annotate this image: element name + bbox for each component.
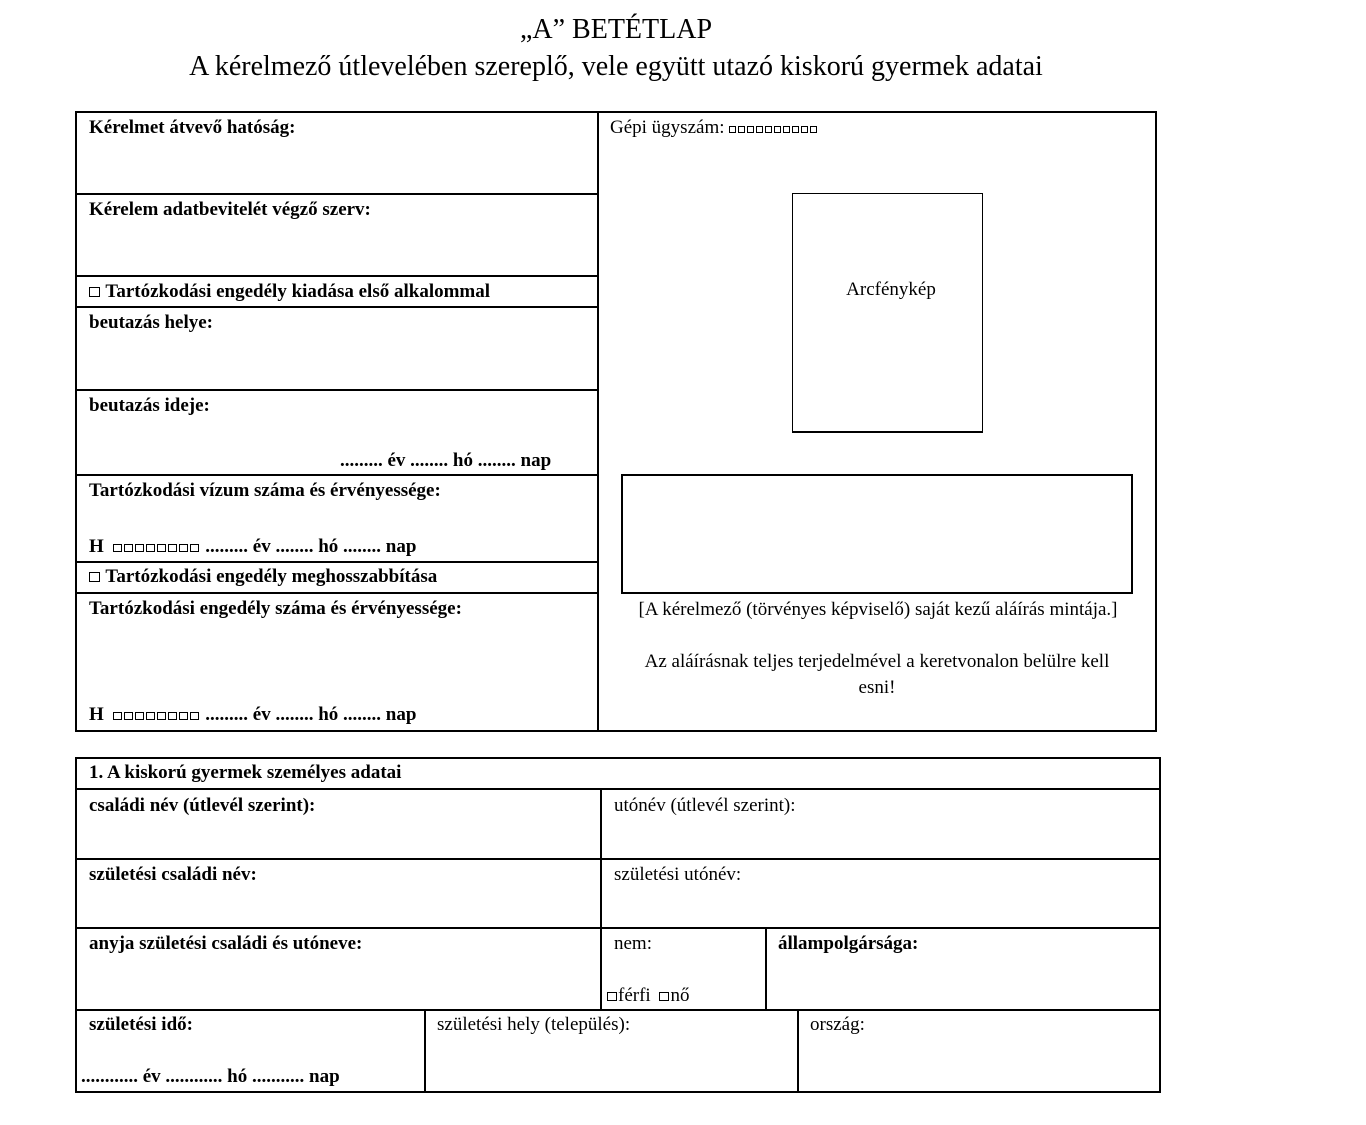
first-issue-checkbox[interactable]	[89, 287, 100, 297]
citizenship-label: állampolgársága:	[778, 933, 919, 954]
first-issue-label: Tartózkodási engedély kiadása első alkalommal	[105, 281, 491, 302]
receiving-authority-label: Kérelmet átvevő hatóság:	[89, 117, 296, 138]
case-number-label: Gépi ügyszám:	[610, 117, 725, 138]
birth-given-name-label: születési utónév:	[614, 864, 742, 885]
permit-label: Tartózkodási engedély száma és érvényessége:	[89, 598, 462, 619]
female-label: nő	[670, 985, 690, 1006]
signature-box[interactable]	[621, 474, 1133, 594]
family-name-label: családi név (útlevél szerint):	[89, 795, 316, 816]
permit-number-row[interactable]	[89, 704, 416, 726]
extension-option[interactable]	[89, 566, 437, 588]
page-title: „A” BETÉTLAP	[519, 14, 713, 45]
permit-date-line: ......... év ........ hó ........ nap	[205, 704, 417, 725]
entry-date-line[interactable]: ......... év ........ hó ........ nap	[340, 450, 552, 471]
permit-number-boxes[interactable]	[113, 704, 201, 725]
photo-label: Arcfénykép	[846, 279, 936, 300]
extension-checkbox[interactable]	[89, 572, 100, 582]
sex-options	[607, 985, 689, 1007]
entry-date-label: beutazás ideje:	[89, 395, 210, 416]
birth-date-label: születési idő:	[89, 1014, 193, 1035]
visa-date-line: ......... év ........ hó ........ nap	[205, 536, 417, 557]
given-name-label: utónév (útlevél szerint):	[614, 795, 796, 816]
child-section-heading: 1. A kiskorú gyermek személyes adatai	[89, 762, 402, 783]
birth-place-label: születési hely (település):	[437, 1014, 631, 1035]
signature-note-1: [A kérelmező (törvényes képviselő) saját kezű aláírás mintája.]	[638, 599, 1118, 620]
visa-label: Tartózkodási vízum száma és érvényessége:	[89, 480, 441, 501]
page-subtitle: A kérelmező útlevelében szereplő, vele együtt utazó kiskorú gyermek adatai	[189, 51, 1043, 82]
extension-label: Tartózkodási engedély meghosszabbítása	[105, 566, 438, 587]
case-number-row	[610, 117, 819, 139]
country-label: ország:	[810, 1014, 865, 1035]
visa-number-boxes[interactable]	[113, 536, 201, 557]
sex-label: nem:	[614, 933, 652, 954]
data-entry-org-label: Kérelem adatbevitelét végző szerv:	[89, 199, 371, 220]
male-label: férfi	[618, 985, 651, 1006]
mother-name-label: anyja születési családi és utóneve:	[89, 933, 363, 954]
birth-family-name-label: születési családi név:	[89, 864, 257, 885]
permit-prefix: H	[89, 704, 104, 725]
case-number-boxes[interactable]	[729, 117, 819, 138]
first-issue-option[interactable]	[89, 281, 490, 303]
photo-box[interactable]	[792, 193, 983, 433]
female-checkbox[interactable]	[659, 992, 669, 1001]
visa-prefix: H	[89, 536, 104, 557]
birth-date-line[interactable]: ............ év ............ hó ........... nap	[81, 1066, 340, 1087]
visa-number-row[interactable]	[89, 536, 416, 558]
top-divider	[597, 111, 599, 732]
signature-note-2: Az aláírásnak teljes terjedelmével a keretvonalon belülre kell esni!	[644, 651, 1110, 698]
entry-place-label: beutazás helye:	[89, 312, 214, 333]
male-checkbox[interactable]	[607, 992, 617, 1001]
